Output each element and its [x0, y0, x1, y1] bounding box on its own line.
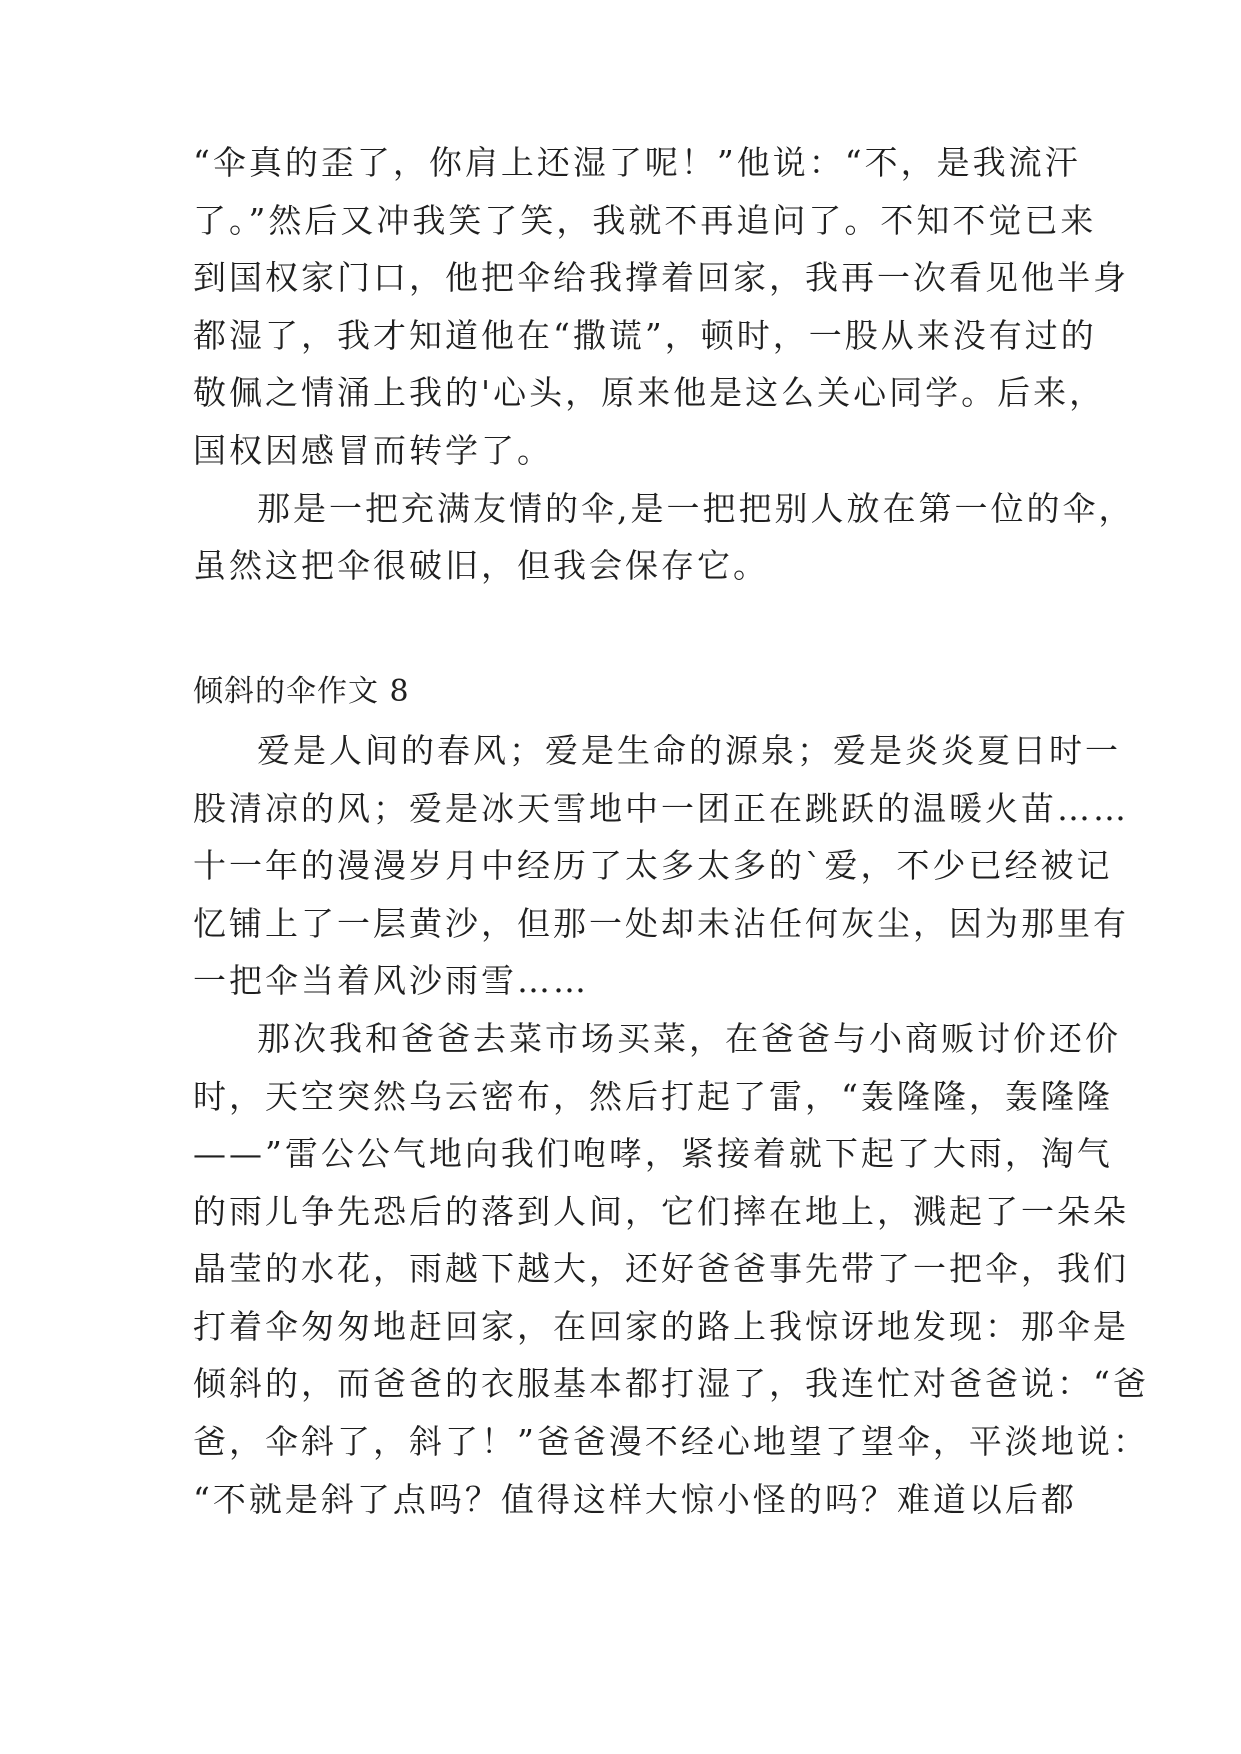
paragraph-line: 晶莹的水花，雨越下越大，还好爸爸事先带了一把伞，我们 — [193, 1249, 1129, 1288]
paragraph-line: 打着伞匆匆地赶回家，在回家的路上我惊讶地发现：那伞是 — [193, 1307, 1129, 1346]
paragraph-line: 一把伞当着风沙雨雪…… — [193, 961, 589, 1000]
essay-title: 倾斜的伞作文 8 — [193, 674, 410, 709]
paragraph-line: 了。”然后又冲我笑了笑，我就不再追问了。不知不觉已来 — [193, 201, 1097, 240]
paragraph-line: 那次我和爸爸去菜市场买菜，在爸爸与小商贩讨价还价 — [257, 1019, 1121, 1058]
paragraph-line: 敬佩之情涌上我的'心头，原来他是这么关心同学。后来， — [193, 373, 1106, 412]
paragraph-line: “不就是斜了点吗？值得这样大惊小怪的吗？难道以后都 — [193, 1480, 1077, 1519]
paragraph-line: 忆铺上了一层黄沙，但那一处却未沾任何灰尘，因为那里有 — [193, 904, 1129, 943]
paragraph-line: 十一年的漫漫岁月中经历了太多太多的`爱，不少已经被记 — [193, 846, 1113, 885]
paragraph-line: 的雨儿争先恐后的落到人间，它们摔在地上，溅起了一朵朵 — [193, 1192, 1129, 1231]
paragraph-line: 都湿了，我才知道他在“撒谎”，顿时，一股从来没有过的 — [193, 316, 1097, 355]
paragraph-line: 股清凉的风；爱是冰天雪地中一团正在跳跃的温暖火苗…… — [193, 789, 1129, 828]
paragraph-line: ——”雷公公气地向我们咆哮，紧接着就下起了大雨，淘气 — [193, 1134, 1113, 1173]
paragraph-line: 倾斜的，而爸爸的衣服基本都打湿了，我连忙对爸爸说：“爸 — [193, 1364, 1149, 1403]
paragraph-line: 国权因感冒而转学了。 — [193, 431, 553, 470]
paragraph-line: 那是一把充满友情的伞,是一把把别人放在第一位的伞， — [257, 489, 1135, 528]
paragraph-line: 时，天空突然乌云密布，然后打起了雷，“轰隆隆，轰隆隆 — [193, 1077, 1113, 1116]
paragraph-line: “伞真的歪了，你肩上还湿了呢！”他说：“不，是我流汗 — [193, 143, 1081, 182]
paragraph-line: 到国权家门口，他把伞给我撑着回家，我再一次看见他半身 — [193, 258, 1129, 297]
paragraph-line: 爸，伞斜了，斜了！”爸爸漫不经心地望了望伞，平淡地说： — [193, 1422, 1149, 1461]
paragraph-line: 虽然这把伞很破旧，但我会保存它。 — [193, 546, 769, 585]
paragraph-line: 爱是人间的春风；爱是生命的源泉；爱是炎炎夏日时一 — [257, 731, 1121, 770]
